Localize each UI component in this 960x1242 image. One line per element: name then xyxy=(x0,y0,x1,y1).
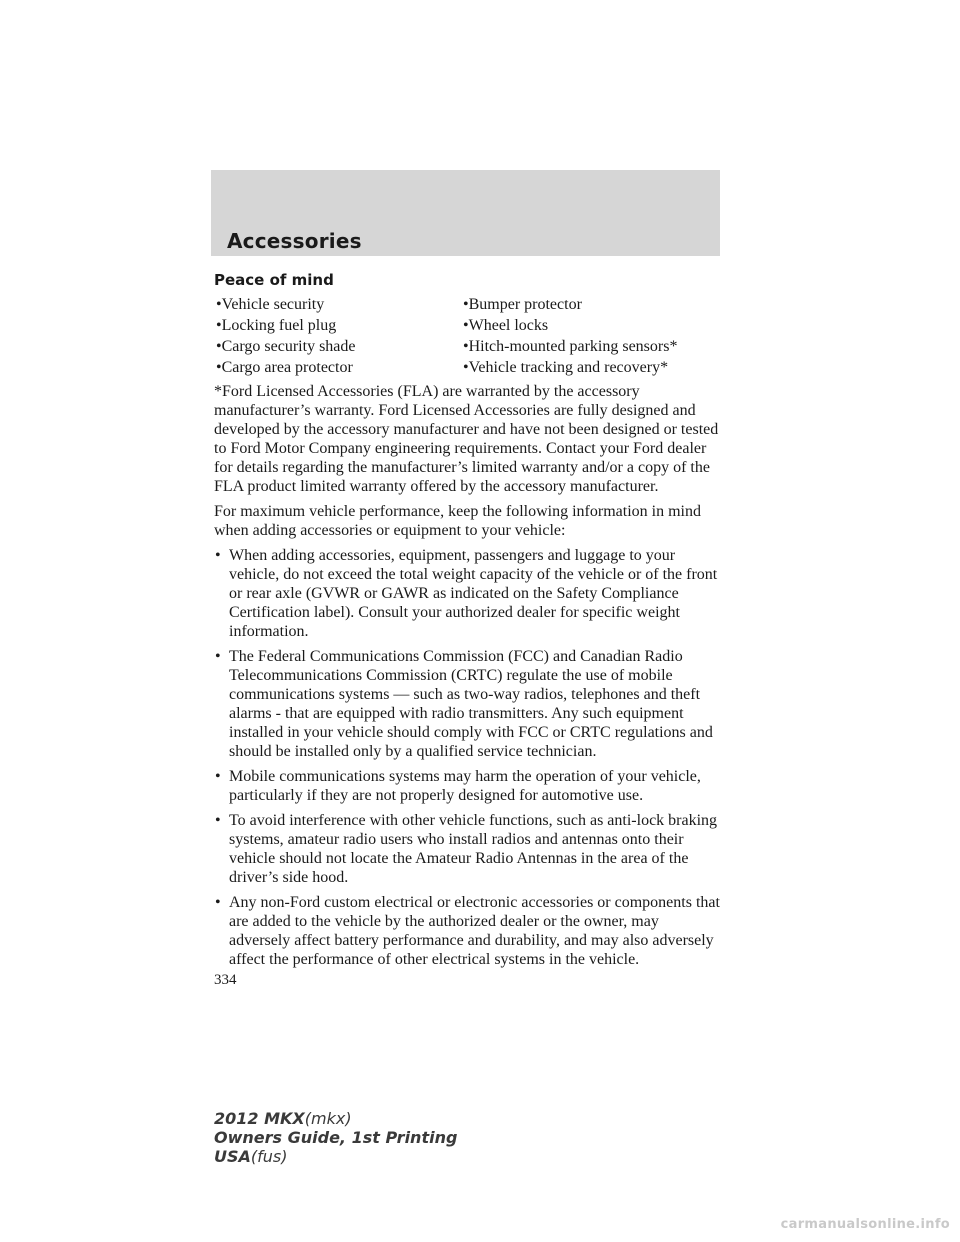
accessory-item: •Cargo area protector xyxy=(216,359,353,376)
accessory-item: •Hitch-mounted parking sensors* xyxy=(463,338,678,355)
guidance-item: • Mobile communications systems may harm the operation of your vehicle, particularly if they are not properly designed for automotive use. xyxy=(215,768,701,804)
guidance-item: • The Federal Communications Commission (FCC) and Canadian Radio Telecommunications Commission (CRTC) regulate the use of mobile communications systems — such as two-way radios, telephones and theft alarms - that are equipped with radio transmitters. Any such equipment installed in your vehicle should comply with FCC or CRTC regulations and should be installed only by a qualified service technician. xyxy=(215,648,713,760)
bullet-icon: • xyxy=(215,812,221,829)
page-content xyxy=(214,270,724,975)
footer-model-line: 2012 MKX(mkx) xyxy=(214,1109,352,1128)
section-heading: Peace of mind xyxy=(214,271,334,289)
site-watermark: carmanualsonline.info xyxy=(780,1217,950,1232)
accessory-item: •Cargo security shade xyxy=(216,338,356,355)
accessory-item: •Locking fuel plug xyxy=(216,317,337,334)
bullet-icon: • xyxy=(215,547,221,564)
footer-edition-line: Owners Guide, 1st Printing xyxy=(214,1128,458,1147)
performance-intro-paragraph: For maximum vehicle performance, keep the following information in mind when adding accessories or equipment to your vehicle: xyxy=(214,503,701,539)
guidance-item: • To avoid interference with other vehicle functions, such as anti-lock braking systems, amateur radio users who install radios and antennas onto their vehicle should not locate the Amateur Radio Antennas in the area of the driver’s side hood. xyxy=(215,812,718,886)
chapter-title: Accessories xyxy=(227,229,362,253)
bullet-icon: • xyxy=(215,648,221,665)
guidance-list xyxy=(214,546,724,969)
bullet-icon: • xyxy=(215,768,221,785)
accessory-item: •Vehicle tracking and recovery* xyxy=(463,359,669,376)
footer-market-line: USA(fus) xyxy=(214,1147,288,1166)
accessory-item: •Vehicle security xyxy=(216,296,325,313)
section-header-band xyxy=(211,170,720,256)
accessory-item: •Bumper protector xyxy=(463,296,582,313)
guidance-item: • Any non-Ford custom electrical or electronic accessories or components that are added to the vehicle by the authorized dealer or the owner, may adversely affect battery performance and durability, and may also adversely affect the performance of other electrical systems in the vehicle. xyxy=(215,894,720,968)
page-number: 334 xyxy=(214,972,237,988)
bullet-icon: • xyxy=(215,894,221,911)
accessory-item: •Wheel locks xyxy=(463,317,549,334)
accessory-list xyxy=(214,295,724,377)
print-footer xyxy=(214,1109,457,1166)
guidance-item: • When adding accessories, equipment, passengers and luggage to your vehicle, do not exceed the total weight capacity of the vehicle or of the front or rear axle (GVWR or GAWR as indicated on the Safety Compliance Certification label). Consult your authorized dealer for specific weight information. xyxy=(215,547,718,640)
fla-warranty-paragraph: *Ford Licensed Accessories (FLA) are warranted by the accessory manufacturer’s warranty. Ford Licensed Accessories are fully designed and developed by the accessory manufacturer and have not been designed or tested to Ford Motor Company engineering requirements. Contact your Ford dealer for details regarding the manufacturer’s limited warranty and/or a copy of the FLA product limited warranty offered by the accessory manufacturer. xyxy=(214,383,719,495)
